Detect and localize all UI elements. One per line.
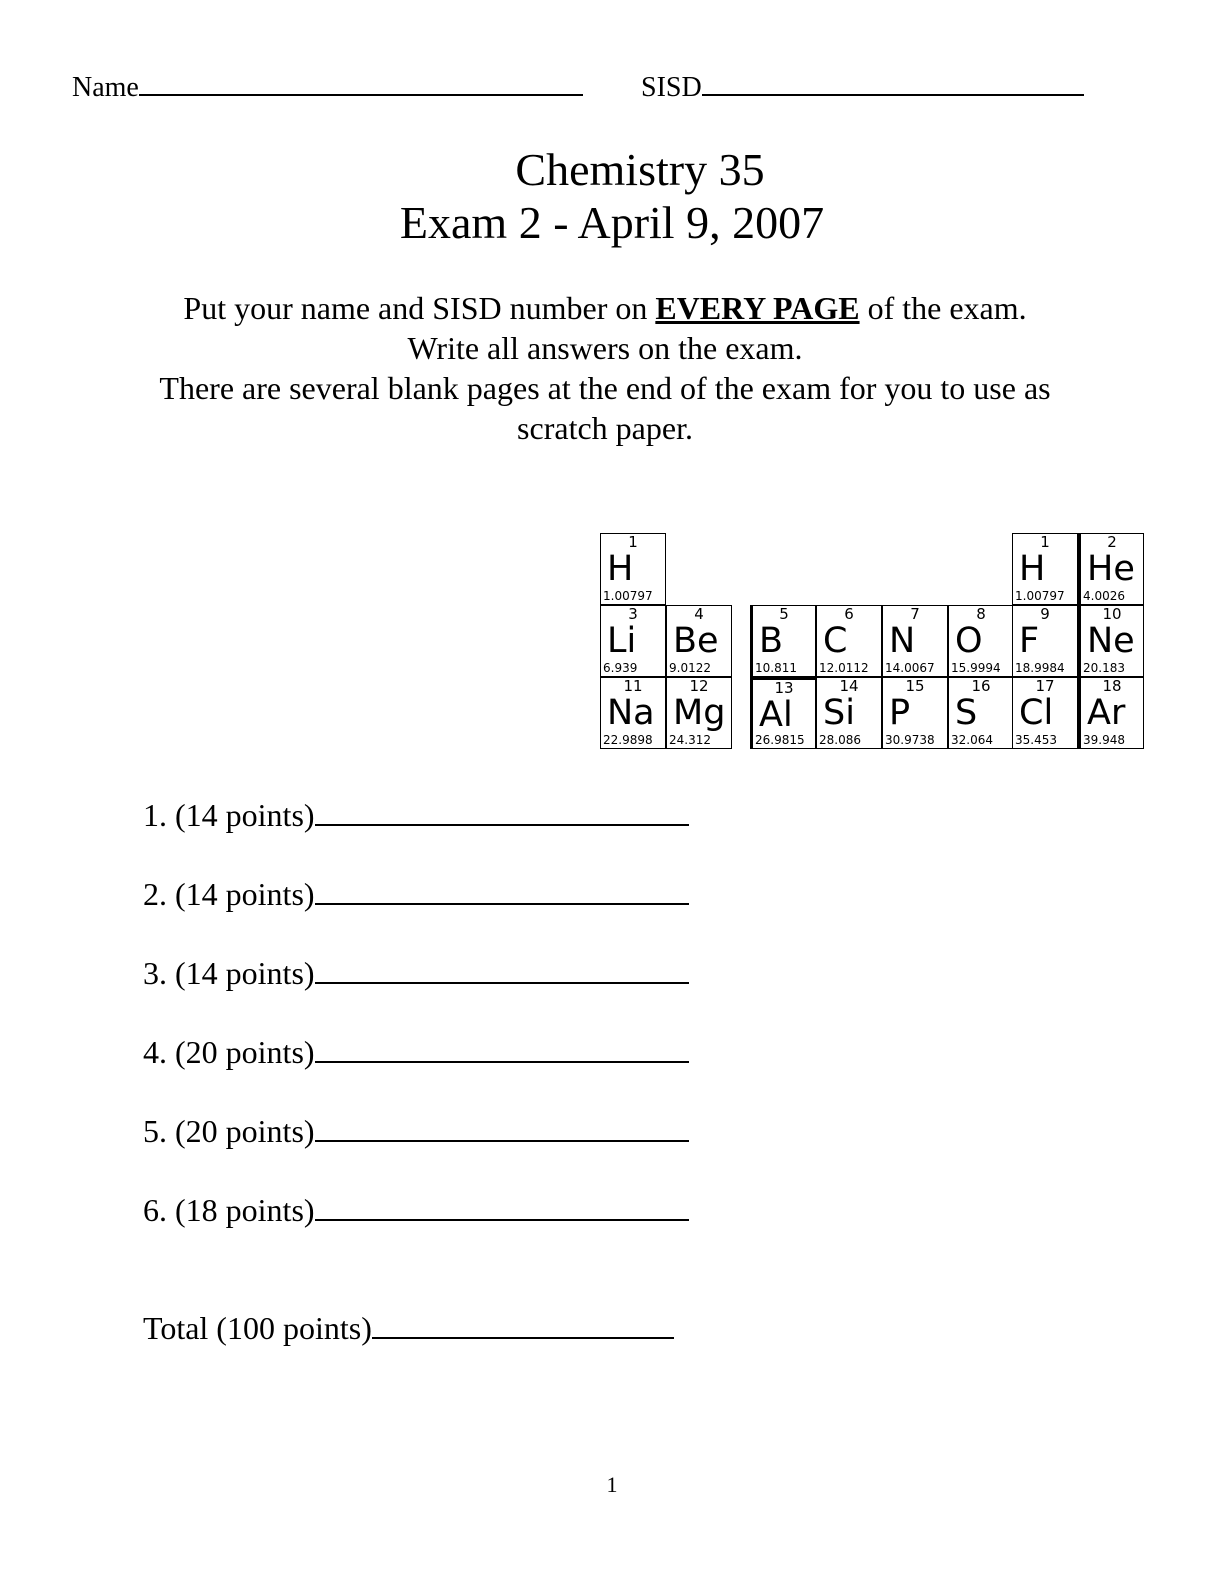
atomic-mass: 32.064 <box>951 733 993 747</box>
element-cell-ne <box>1078 605 1144 677</box>
exam-title: Exam 2 - April 9, 2007 <box>399 197 825 248</box>
element-cell-n <box>882 605 948 677</box>
atomic-mass: 1.00797 <box>1015 589 1065 603</box>
element-symbol: C <box>823 621 848 661</box>
atomic-number: 8 <box>976 605 986 623</box>
instruction-2: Write all answers on the exam. <box>407 330 803 366</box>
score-label: 6. (18 points) <box>143 1192 315 1228</box>
score-label: 1. (14 points) <box>143 797 315 833</box>
atomic-number: 10 <box>1102 605 1122 623</box>
name-blank[interactable] <box>139 94 583 96</box>
element-symbol: Ne <box>1087 621 1135 661</box>
atomic-number: 15 <box>905 677 925 695</box>
element-symbol: Al <box>759 695 793 735</box>
atomic-mass: 20.183 <box>1083 661 1125 675</box>
score-blank[interactable] <box>315 1219 689 1221</box>
atomic-mass: 24.312 <box>669 733 711 747</box>
atomic-mass: 1.00797 <box>603 589 653 603</box>
atomic-number: 2 <box>1107 533 1117 551</box>
element-symbol: P <box>889 693 911 733</box>
instruction-1: Put your name and SISD number on EVERY PAGE of the exam. <box>183 290 1027 326</box>
score-line-6[interactable] <box>143 1192 689 1229</box>
score-blank[interactable] <box>315 1140 689 1142</box>
atomic-mass: 6.939 <box>603 661 638 675</box>
element-cell-na <box>600 677 666 749</box>
element-symbol: Mg <box>673 693 726 733</box>
atomic-number: 5 <box>779 605 789 623</box>
atomic-mass: 39.948 <box>1083 733 1125 747</box>
atomic-number: 4 <box>694 605 704 623</box>
atomic-number: 16 <box>971 677 991 695</box>
atomic-number: 1 <box>1040 533 1050 551</box>
score-blank[interactable] <box>315 982 689 984</box>
total-blank[interactable] <box>372 1337 674 1339</box>
element-cell-be <box>666 605 732 677</box>
atomic-mass: 9.0122 <box>669 661 711 675</box>
score-line-1[interactable] <box>143 797 689 834</box>
element-cell-mg <box>666 677 732 749</box>
element-cell-b <box>750 605 816 677</box>
atomic-mass: 12.0112 <box>819 661 869 675</box>
score-blank[interactable] <box>315 903 689 905</box>
element-symbol: Li <box>607 621 637 661</box>
element-cell-h <box>600 533 666 605</box>
element-cell-li <box>600 605 666 677</box>
atomic-mass: 15.9994 <box>951 661 1001 675</box>
score-line-4[interactable] <box>143 1034 689 1071</box>
page-number: 1 <box>606 1472 618 1497</box>
atomic-mass: 4.0026 <box>1083 589 1125 603</box>
score-label: 4. (20 points) <box>143 1034 315 1070</box>
sisd-label: SISD <box>641 72 702 103</box>
element-symbol: H <box>607 549 634 589</box>
element-symbol: H <box>1019 549 1046 589</box>
element-cell-s <box>948 677 1014 749</box>
atomic-number: 14 <box>839 677 859 695</box>
sisd-field[interactable] <box>641 72 1084 104</box>
atomic-mass: 28.086 <box>819 733 861 747</box>
element-cell-p <box>882 677 948 749</box>
element-cell-he <box>1078 533 1144 605</box>
score-line-5[interactable] <box>143 1113 689 1150</box>
atomic-mass: 30.9738 <box>885 733 935 747</box>
atomic-number: 1 <box>628 533 638 551</box>
sisd-blank[interactable] <box>702 94 1084 96</box>
element-symbol: He <box>1087 549 1135 589</box>
atomic-mass: 22.9898 <box>603 733 653 747</box>
total-label: Total (100 points) <box>143 1310 372 1346</box>
atomic-mass: 10.811 <box>755 661 797 675</box>
score-label: 3. (14 points) <box>143 955 315 991</box>
atomic-number: 6 <box>844 605 854 623</box>
atomic-mass: 26.9815 <box>755 733 805 747</box>
score-blank[interactable] <box>315 1061 689 1063</box>
atomic-number: 9 <box>1040 605 1050 623</box>
instructions <box>150 288 1060 448</box>
score-line-2[interactable] <box>143 876 689 913</box>
score-label: 2. (14 points) <box>143 876 315 912</box>
element-symbol: Be <box>673 621 719 661</box>
atomic-number: 12 <box>689 677 709 695</box>
element-cell-f <box>1012 605 1078 677</box>
element-cell-o <box>948 605 1014 677</box>
periodic-table <box>600 533 1144 747</box>
name-field[interactable] <box>72 72 583 104</box>
element-symbol: Ar <box>1087 693 1126 733</box>
atomic-mass: 14.0067 <box>885 661 935 675</box>
element-cell-al <box>750 677 816 749</box>
element-symbol: Cl <box>1019 693 1054 733</box>
element-cell-c <box>816 605 882 677</box>
atomic-number: 7 <box>910 605 920 623</box>
atomic-number: 18 <box>1102 677 1122 695</box>
atomic-number: 17 <box>1035 677 1055 695</box>
element-symbol: S <box>955 693 978 733</box>
score-blank[interactable] <box>315 824 689 826</box>
element-cell-si <box>816 677 882 749</box>
element-symbol: Na <box>607 693 655 733</box>
element-cell-ar <box>1078 677 1144 749</box>
atomic-mass: 18.9984 <box>1015 661 1065 675</box>
atomic-number: 13 <box>774 679 794 697</box>
name-label: Name <box>72 72 139 103</box>
atomic-mass: 35.453 <box>1015 733 1057 747</box>
instruction-3: There are several blank pages at the end of the exam for you to use as scratch paper. <box>159 370 1051 446</box>
course-title: Chemistry 35 <box>515 144 765 195</box>
atomic-number: 3 <box>628 605 638 623</box>
element-cell-cl <box>1012 677 1078 749</box>
element-symbol: B <box>759 621 784 661</box>
element-symbol: O <box>955 621 983 661</box>
score-line-3[interactable] <box>143 955 689 992</box>
element-cell-h <box>1012 533 1078 605</box>
score-label: 5. (20 points) <box>143 1113 315 1149</box>
atomic-number: 11 <box>623 677 643 695</box>
element-symbol: N <box>889 621 916 661</box>
every-page-emphasis: EVERY PAGE <box>655 290 860 326</box>
element-symbol: F <box>1019 621 1040 661</box>
total-score-line[interactable] <box>143 1310 674 1347</box>
element-symbol: Si <box>823 693 855 733</box>
